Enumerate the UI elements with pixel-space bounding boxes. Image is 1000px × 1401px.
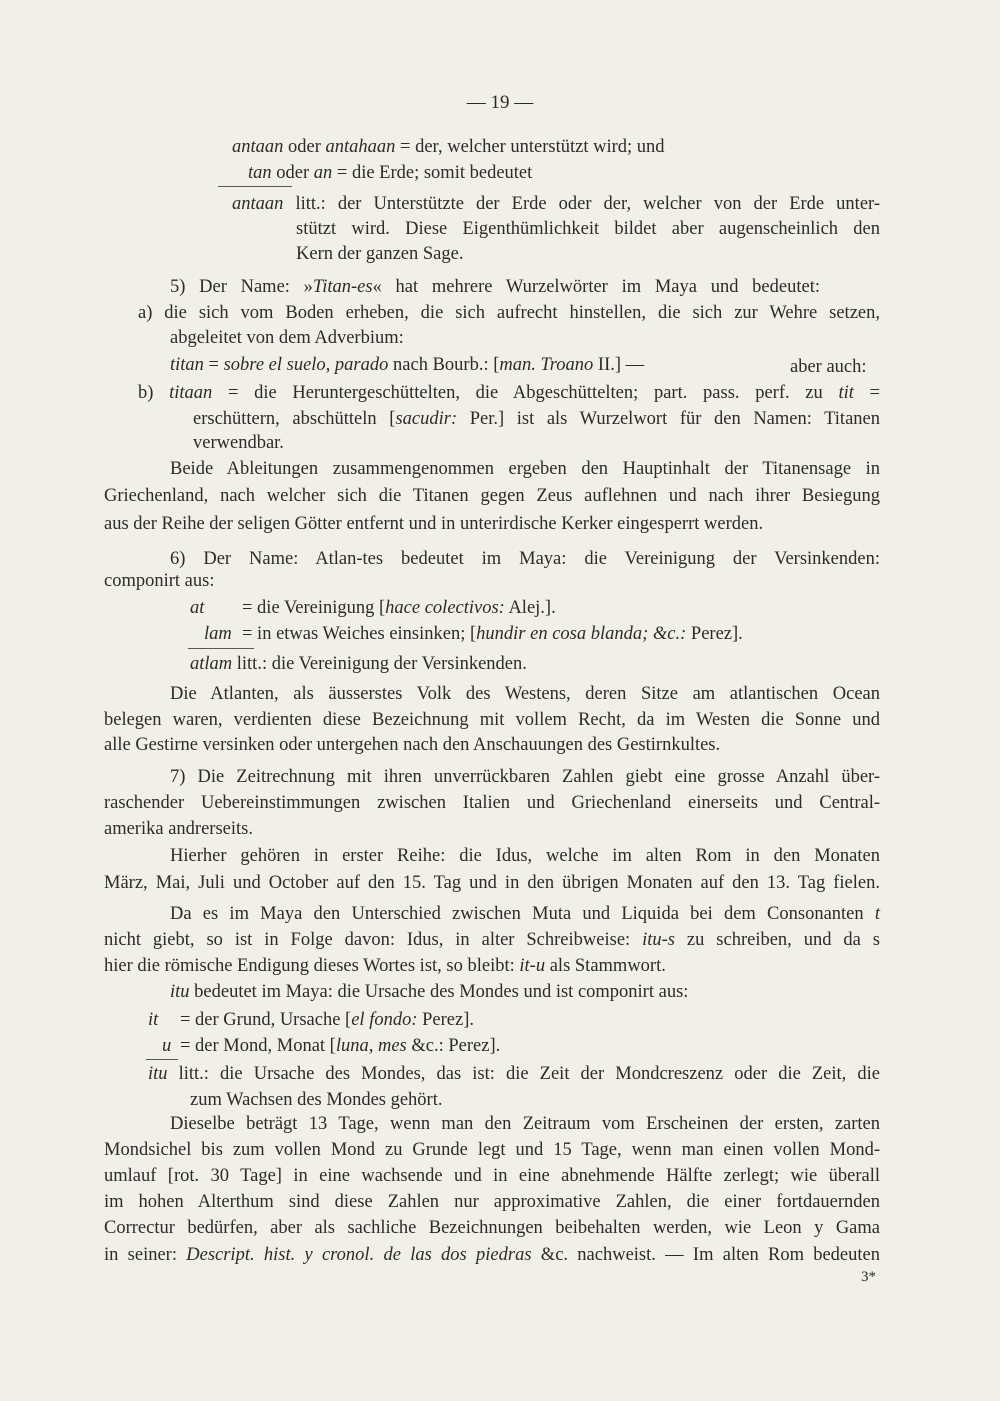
para-dieselbe-3: umlauf [rot. 30 Tage] in eine wachsende und in eine abnehmende Hälfte zerlegt; wie überall [104, 1166, 880, 1186]
text: litt.: die Ursache des Mondes, das ist: die Zeit der Mondcreszenz oder die Zeit, die [167, 1064, 880, 1084]
sec5-heading [170, 276, 820, 298]
sum-rule [218, 186, 292, 187]
para-da-1 [170, 903, 880, 925]
sec6-componirt: componirt aus: [104, 571, 215, 591]
para-atlanten-2: belegen waren, verdienten diese Bezeichnung mit vollem Recht, da im Westen die Sonne und [104, 710, 880, 730]
maya-word: titaan [169, 383, 213, 403]
text: b) [138, 383, 170, 403]
signature-mark: 3* [861, 1269, 876, 1285]
maya-word: itu-s [642, 930, 675, 950]
sec5-b-line-3: verwendbar. [193, 433, 284, 453]
spanish-gloss: sacudir: [395, 409, 458, 429]
para-dieselbe-1: Dieselbe beträgt 13 Tage, wenn man den Zeitraum vom Erscheinen der ersten, zarten [170, 1114, 880, 1134]
text: oder [271, 163, 314, 183]
text: = [203, 355, 224, 375]
text: = der, welcher unterstützt wird; und [395, 137, 665, 157]
text: 5) Der Name: » [170, 277, 313, 297]
sec5-titan-line [170, 354, 644, 376]
antaan-line-4: stützt wird. Diese Eigenthümlichkeit bildet aber augenscheinlich den [296, 219, 880, 239]
para-beide-1: Beide Ableitungen zusammengenommen ergeben den Hauptinhalt der Titanensage in [170, 459, 880, 479]
maya-word: Titan-es [312, 277, 373, 297]
sec6-at-line [190, 597, 556, 619]
text: zu schreiben, und da s [674, 930, 880, 950]
para-da-2 [104, 929, 880, 951]
sec5-b-line-2 [193, 408, 880, 430]
spanish-gloss: sobre el suelo, parado [223, 355, 389, 375]
spanish-gloss: luna, mes [335, 1036, 407, 1056]
maya-word: u [162, 1036, 172, 1056]
maya-word: tan [248, 163, 272, 183]
antaan-line-5: Kern der ganzen Sage. [296, 244, 464, 264]
text: = die Vereinigung [ [242, 598, 386, 618]
para-dieselbe-6 [104, 1244, 880, 1266]
text: Alej.]. [504, 598, 556, 618]
itu-it-line [148, 1009, 474, 1031]
text: = der Grund, Ursache [ [180, 1010, 352, 1030]
maya-word: itu [148, 1064, 168, 1084]
text: hier die römische Endigung dieses Wortes ist, so bleibt: [104, 956, 520, 976]
para-beide-3: aus der Reihe der seligen Götter entfernt und in unterirdische Kerker eingesperrt werden. [104, 514, 764, 534]
maya-word: tit [838, 383, 854, 403]
sec5-aber-auch: aber auch: [790, 357, 867, 377]
text: litt.: die Vereinigung der Versinkenden. [232, 654, 527, 674]
para-beide-2: Griechenland, nach welcher sich die Titanen gegen Zeus auflehnen und nach ihrer Besiegung [104, 486, 880, 506]
maya-word: antaan [232, 137, 284, 157]
maya-word: atlam [190, 654, 233, 674]
maya-word: antaan [232, 194, 284, 214]
book-title: Descript. hist. y cronol. de las dos piedras [186, 1245, 532, 1265]
text: Per.] ist als Wurzelwort für den Namen: Titanen [457, 409, 880, 429]
maya-word: at [190, 598, 205, 618]
spanish-gloss: hace colectivos: [385, 598, 505, 618]
text: = in etwas Weiches einsinken; [ [242, 624, 477, 644]
text: litt.: der Unterstützte der Erde oder der, welcher von der Erde unter- [283, 194, 880, 214]
spanish-gloss: hundir en cosa blanda; &c.: [476, 624, 687, 644]
para-dieselbe-5: Correctur bedürfen, aber als sachliche Bezeichnungen beibehalten werden, wie Leon y Gama [104, 1218, 880, 1238]
maya-word: itu [170, 982, 190, 1002]
tan-line [248, 162, 532, 184]
text: = die Erde; somit bedeutet [332, 163, 533, 183]
maya-word: titan [170, 355, 204, 375]
sec5-b-line-1 [138, 382, 880, 404]
itu-u-line [162, 1035, 500, 1057]
sec7-line-3: amerika andrerseits. [104, 819, 253, 839]
text: nicht giebt, so ist in Folge davon: Idus, in alter Schreibweise: [104, 930, 643, 950]
text: II.] — [593, 355, 645, 375]
sum-rule [146, 1059, 178, 1060]
sec6-heading: 6) Der Name: Atlan-tes bedeutet im Maya: die Vereinigung der Versinkenden: [170, 549, 880, 569]
maya-word: an [313, 163, 333, 183]
sec5-a-line-2: abgeleitet von dem Adverbium: [170, 328, 404, 348]
text: oder [283, 137, 326, 157]
maya-word: antahaan [325, 137, 396, 157]
sec5-a-line-1: a) die sich vom Boden erheben, die sich aufrecht hinstellen, die sich zur Wehre setzen, [138, 303, 880, 323]
sec7-line-1: 7) Die Zeitrechnung mit ihren unverrückbaren Zahlen giebt eine grosse Anzahl über- [170, 767, 880, 787]
para-hierher-1: Hierher gehören in erster Reihe: die Idus, welche im alten Rom in den Monaten [170, 846, 880, 866]
maya-word: it [148, 1010, 159, 1030]
text: erschüttern, abschütteln [ [193, 409, 396, 429]
para-da-3 [104, 955, 666, 977]
para-dieselbe-2: Mondsichel bis zum vollen Mond zu Grunde legt und 15 Tage, wenn man einen vollen Mond- [104, 1140, 880, 1160]
sec7-line-2: raschender Uebereinstimmungen zwischen Italien und Griechenland einerseits und Central- [104, 793, 880, 813]
text: Da es im Maya den Unterschied zwischen Muta und Liquida bei dem Consonanten [170, 904, 875, 924]
text: « hat mehrere Wurzelwörter im Maya und bedeutet: [372, 277, 820, 297]
text: &c. nachweist. — Im alten Rom bedeuten [531, 1245, 880, 1265]
maya-word: lam [204, 624, 232, 644]
text: in seiner: [104, 1245, 187, 1265]
source-ref: man. Troano [499, 355, 594, 375]
text: = der Mond, Monat [ [180, 1036, 336, 1056]
text: nach Bourb.: [ [388, 355, 500, 375]
text: = [853, 383, 880, 403]
para-atlanten-3: alle Gestirne versinken oder untergehen nach den Anschauungen des Gestirnkultes. [104, 735, 721, 755]
text: bedeutet im Maya: die Ursache des Mondes und ist componirt aus: [189, 982, 689, 1002]
text: = die Heruntergeschüttelten, die Abgeschüttelten; part. pass. perf. zu [212, 383, 839, 403]
itu-line-5: zum Wachsen des Mondes gehört. [190, 1090, 443, 1110]
text: Perez]. [686, 624, 743, 644]
text: als Stammwort. [545, 956, 666, 976]
text: &c.: Perez]. [406, 1036, 501, 1056]
sec6-lam-line [204, 623, 743, 645]
antaan-litt-line [232, 193, 880, 215]
itu-line-1 [170, 981, 688, 1003]
para-dieselbe-4: im hohen Alterthum sind diese Zahlen nur approximative Zahlen, die einer fortdauernden [104, 1192, 880, 1212]
text: Perez]. [417, 1010, 474, 1030]
page-number: — 19 — [466, 92, 534, 113]
sum-rule [188, 648, 254, 649]
para-atlanten-1: Die Atlanten, als äusserstes Volk des Westens, deren Sitze am atlantischen Ocean [170, 684, 880, 704]
sec6-atlam-line [190, 653, 527, 675]
maya-word: it-u [519, 956, 546, 976]
spanish-gloss: el fondo: [351, 1010, 418, 1030]
antaan-line-1 [232, 136, 665, 158]
para-hierher-2: März, Mai, Juli und October auf den 15. Tag und in den übrigen Monaten auf den 13. Tag fielen. [104, 873, 880, 893]
letter: t [874, 904, 880, 924]
itu-litt-line [148, 1063, 880, 1085]
